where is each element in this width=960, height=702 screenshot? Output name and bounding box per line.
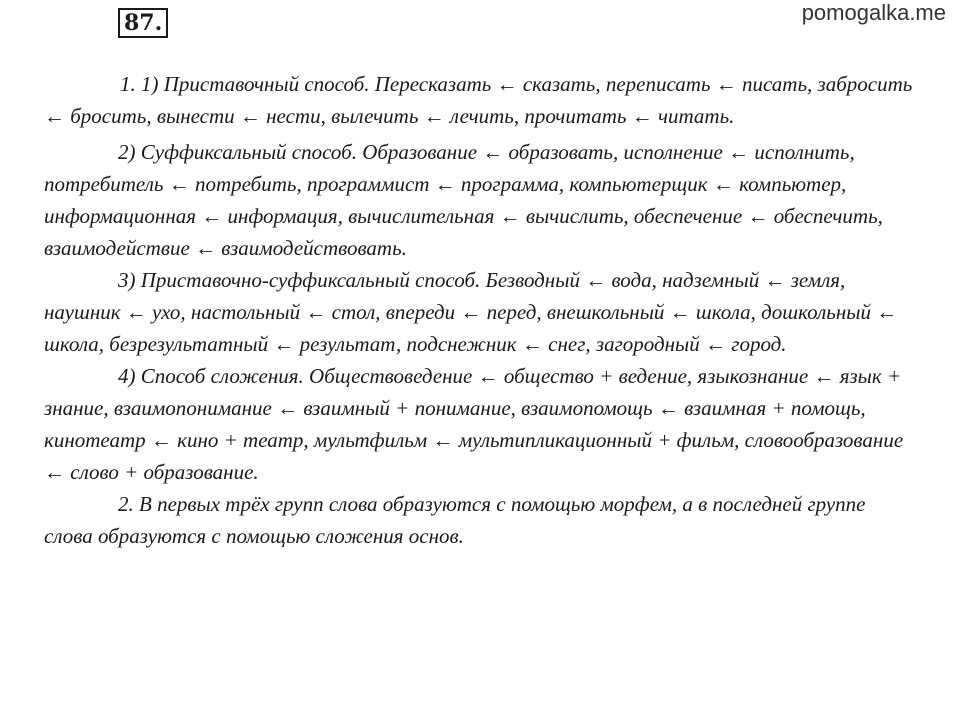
paragraph-compound-method: 4) Способ сложения. Обществоведение ← общество + ведение, языкознание ← язык + знание, взаимопонимание ← взаимный + понимание, взаимопомощь ← взаимная + помощь, кинотеатр ← кино + театр, мультфильм ← мультипликационный + фильм, словообразование ← слово + образование. [44,364,904,484]
exercise-number-box [118,8,168,38]
paragraph-conclusion: 2. В первых трёх групп слова образуются с помощью морфем, а в последней группе слова образуются с помощью сложения основ. [44,492,866,548]
paragraph-suffix-method: 2) Суффиксальный способ. Образование ← образовать, исполнение ← исполнить, потребитель ← потребить, программист ← программа, компьютерщик ← компьютер, информационная ← информация, вычислительная ← вычислить, обеспечение ← обеспечить, взаимодействие ← взаимодействовать. [44,140,883,260]
site-label: pomogalka.me [801,0,946,25]
paragraph-prefix-suffix-method: 3) Приставочно-суффиксальный способ. Безводный ← вода, надземный ← земля, наушник ← ухо, настольный ← стол, впереди ← перед, внешкольный ← школа, дошкольный ← школа, безрезультатный ← результат, подснежник ← снег, загородный ← город. [44,268,898,356]
paragraph-prefix-method: 1. 1) Приставочный способ. Пересказать ← сказать, переписать ← писать, забросить ← бросить, вынести ← нести, вылечить ← лечить, прочитать ← читать. [44,72,913,128]
exercise-number: 87. [124,10,163,36]
answer-text [44,68,914,552]
